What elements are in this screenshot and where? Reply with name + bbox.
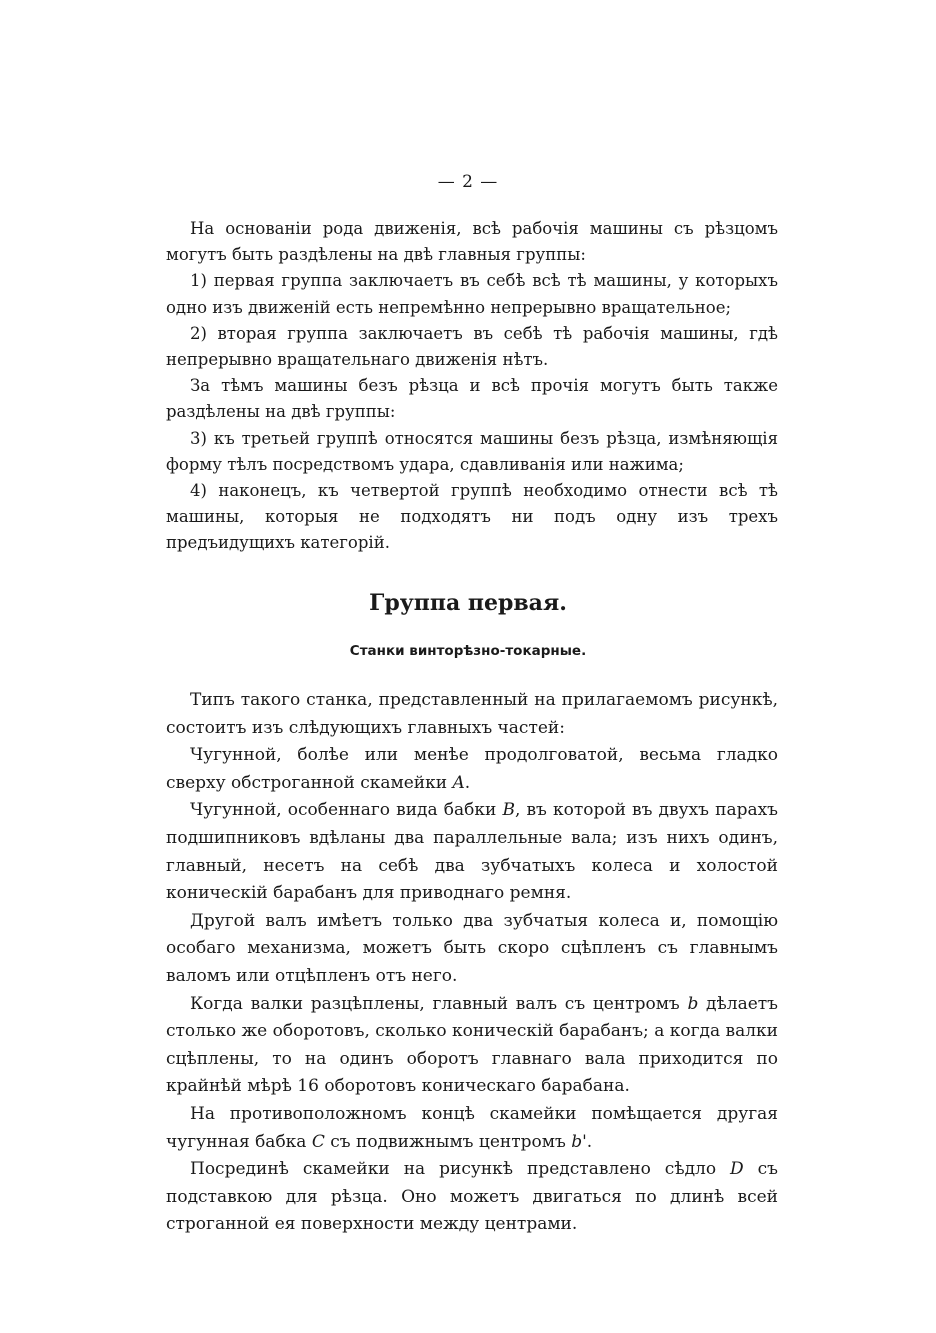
paragraph — [166, 1101, 778, 1156]
paragraph — [166, 742, 778, 797]
paragraph: За тѣмъ машины безъ рѣзца и всѣ прочія могутъ быть также раздѣлены на двѣ группы: — [166, 376, 778, 422]
paragraph-text: На противоположномъ концѣ скамейки помѣщается другая чугунная бабка — [166, 1103, 778, 1152]
paragraph — [166, 991, 778, 1101]
paragraph-text: Чугунной, болѣе или менѣе продолговатой, весьма гладко сверху обстроганной скамейки — [166, 745, 778, 793]
figure-letter: A — [452, 772, 465, 793]
intro-block — [166, 216, 778, 557]
figure-letter: C — [311, 1131, 325, 1152]
paragraph-text: Посрединѣ скамейки на рисункѣ представлено сѣдло — [190, 1159, 731, 1180]
paragraph-text: , въ которой въ двухъ парахъ подшипниковъ вдѣланы два параллельные вала; изъ нихъ одинъ, главный, несетъ на себѣ два зубчатыхъ колеса и холостой коническій барабанъ для приводнаго ремня. — [166, 800, 778, 904]
paragraph-text: . — [586, 1131, 593, 1152]
paragraph: 1) первая группа заключаетъ въ себѣ всѣ тѣ машины, у которыхъ одно изъ движеній есть непремѣнно непрерывно вращательное; — [166, 271, 778, 317]
section-title: Группа первая. — [369, 590, 567, 616]
paragraph-text: съ подвижнымъ центромъ — [324, 1131, 572, 1152]
body-block — [166, 687, 778, 1239]
section-subtitle: Станки винторѣзно-токарные. — [349, 643, 587, 659]
paragraph: Другой валъ имѣетъ только два зубчатыя колеса и, помощію особаго механизма, можетъ быть скоро сцѣпленъ съ главнымъ валомъ или отцѣпленъ отъ него. — [166, 910, 778, 986]
paragraph: На основаніи рода движенія, всѣ рабочія машины съ рѣзцомъ могутъ быть раздѣлены на двѣ главныя группы: — [166, 219, 778, 265]
paragraph — [166, 797, 778, 907]
figure-letter: B — [502, 800, 515, 821]
figure-letter: D — [730, 1159, 744, 1180]
paragraph — [166, 1156, 778, 1239]
paragraph: 2) вторая группа заключаетъ въ себѣ тѣ рабочія машины, гдѣ непрерывно вращательнаго движенія нѣтъ. — [166, 323, 778, 370]
paragraph-text: Когда валки разцѣплены, главный валъ съ центромъ — [190, 993, 688, 1014]
figure-letter: b' — [571, 1131, 587, 1152]
paragraph-text: дѣлаетъ столько же оборотовъ, сколько коническій барабанъ; а когда валки сцѣплены, то на одинъ оборотъ главнаго вала приходится по крайнѣй мѣрѣ 16 оборотовъ коническаго барабана. — [166, 993, 778, 1097]
paragraph-text: съ подставкою для рѣзца. Оно можетъ двигаться по длинѣ всей строганной ея поверхности между центрами. — [166, 1159, 778, 1235]
paragraph: Типъ такого станка, представленный на прилагаемомъ рисункѣ, состоитъ изъ слѣдующихъ главныхъ частей: — [166, 690, 778, 738]
paragraph: 4) наконецъ, къ четвертой группѣ необходимо отнести всѣ тѣ машины, которыя не подходятъ ни подъ одну изъ трехъ предъидущихъ категорій. — [166, 481, 778, 553]
figure-letter: b — [687, 993, 699, 1014]
paragraph-text: Чугунной, особеннаго вида бабки — [190, 800, 503, 821]
paragraph: 3) къ третьей группѣ относятся машины безъ рѣзца, измѣняющія форму тѣлъ посредствомъ удара, сдавливанія или нажима; — [166, 428, 778, 474]
page-number: — 2 — — [437, 172, 499, 192]
paragraph-text: . — [464, 772, 471, 793]
